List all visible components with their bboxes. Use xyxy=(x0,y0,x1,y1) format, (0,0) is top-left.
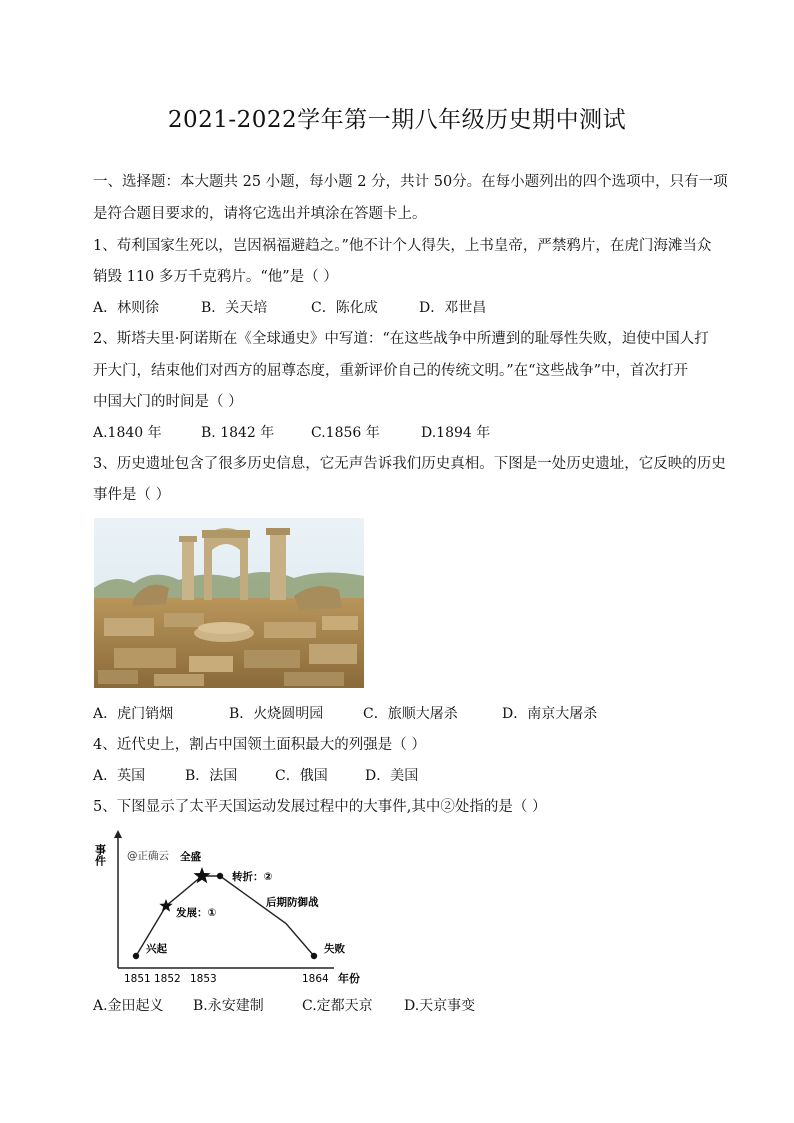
point-marker-0 xyxy=(133,953,139,959)
q2-option-a[interactable]: A.1840 年 xyxy=(93,425,162,441)
x-axis-label: 年份 xyxy=(338,972,360,985)
q2-option-c[interactable]: C.1856 年 xyxy=(311,425,380,441)
q2-stem-line-1: 2、斯塔夫里·阿诺斯在《全球通史》中写道：“在这些战争中所遭到的耻辱性失败，迫使中国人打 xyxy=(93,331,709,347)
q4-option-c[interactable]: C．俄国 xyxy=(275,768,328,784)
point-label-1: 发展：① xyxy=(176,907,217,919)
y-axis-label: 事件 xyxy=(94,844,107,866)
section-instructions-line-1: 一、选择题：本大题共 25 小题，每小题 2 分，共计 50分。在每小题列出的四个选项中，只有一项 xyxy=(93,174,728,190)
q3-stem-line-1: 3、历史遗址包含了很多历史信息，它无声告诉我们历史真相。下图是一处历史遗址，它反映的历史 xyxy=(93,456,726,472)
q1-stem-line-2: 销毁 110 多万千克鸦片。“他”是（ ） xyxy=(93,269,338,285)
taiping-chart xyxy=(94,828,370,986)
q2-stem-line-2: 开大门，结束他们对西方的屈尊态度，重新评价自己的传统文明。”在“这些战争”中，首次打开 xyxy=(93,363,688,379)
q1-stem-line-1: 1、苟利国家生死以，岂因祸福避趋之。”他不计个人得失，上书皇帝，严禁鸦片，在虎门海滩当众 xyxy=(93,238,712,254)
section-instructions-line-2: 是符合题目要求的，请将它选出并填涂在答题卡上。 xyxy=(93,206,427,222)
ruins-photo xyxy=(94,518,364,688)
q4-option-b[interactable]: B．法国 xyxy=(185,768,238,784)
q1-option-c[interactable]: C．陈化成 xyxy=(311,300,378,316)
taiping-chart-svg xyxy=(94,828,370,986)
q3-stem-line-2: 事件是（ ） xyxy=(93,487,171,503)
y-axis-arrow xyxy=(114,830,122,838)
q3-option-c[interactable]: C．旅顺大屠杀 xyxy=(363,706,458,722)
point-label-0: 兴起 xyxy=(146,943,167,955)
point-label-4: 后期防御战 xyxy=(266,896,319,909)
q3-option-b[interactable]: B．火烧圆明园 xyxy=(229,706,324,722)
q5-option-c[interactable]: C.定都天京 xyxy=(302,998,373,1014)
q3-option-d[interactable]: D．南京大屠杀 xyxy=(502,706,598,722)
point-star-1 xyxy=(159,899,172,912)
q5-stem: 5、下图显示了太平天国运动发展过程中的大事件,其中②处指的是（ ） xyxy=(93,799,547,815)
x-tick-1853: 1853 xyxy=(190,973,217,985)
ruins-illustration xyxy=(94,518,364,688)
x-tick-1864: 1864 xyxy=(302,973,329,985)
q5-option-b[interactable]: B.永安建制 xyxy=(193,998,264,1014)
q1-option-d[interactable]: D．邓世昌 xyxy=(419,300,487,316)
x-tick-1851: 1851 xyxy=(124,973,151,985)
q2-stem-line-3: 中国大门的时间是（ ） xyxy=(93,394,243,410)
q3-option-a[interactable]: A．虎门销烟 xyxy=(93,706,174,722)
point-label-5: 失败 xyxy=(324,943,345,955)
q5-option-a[interactable]: A.金田起义 xyxy=(93,998,164,1014)
q5-option-d[interactable]: D.天京事变 xyxy=(404,998,476,1014)
q1-option-b[interactable]: B．关天培 xyxy=(201,300,268,316)
point-marker-5 xyxy=(311,953,317,959)
point-label-3: 转折：② xyxy=(232,871,273,883)
q4-stem: 4、近代史上，割占中国领土面积最大的列强是（ ） xyxy=(93,737,426,753)
q2-option-b[interactable]: B. 1842 年 xyxy=(201,425,275,441)
q4-option-a[interactable]: A．英国 xyxy=(93,768,146,784)
point-marker-3 xyxy=(217,873,223,879)
x-tick-1852: 1852 xyxy=(154,973,181,985)
chart-watermark: @正确云 xyxy=(127,850,169,862)
q4-option-d[interactable]: D．美国 xyxy=(365,768,419,784)
point-label-2: 全盛 xyxy=(180,851,201,863)
q1-option-a[interactable]: A．林则徐 xyxy=(93,300,160,316)
q2-option-d[interactable]: D.1894 年 xyxy=(421,425,491,441)
exam-title: 2021-2022学年第一期八年级历史期中测试 xyxy=(167,107,627,133)
